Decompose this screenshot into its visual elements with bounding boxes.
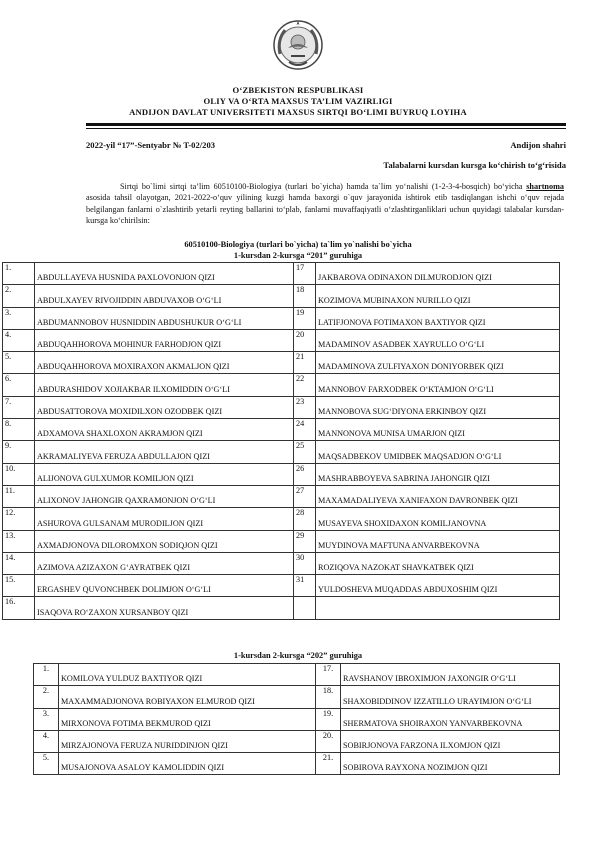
table-row — [34, 664, 560, 686]
body-underlined-word: shartnoma — [526, 182, 564, 191]
student-name: SHAXOBIDDINOV IZZATILLO URAYIMJON O‘G‘LI — [341, 686, 560, 708]
row-number: 14. — [3, 552, 35, 574]
group2-table — [33, 663, 560, 775]
order-body — [86, 181, 564, 226]
student-name: ABDUQAHHOROVA MOHINUR FARHODJON QIZI — [35, 329, 294, 351]
order-subject: Talabalarni kursdan kursga ko‘chirish to‘g‘risida — [383, 160, 566, 170]
row-number: 1. — [3, 263, 35, 285]
student-name: MIRXONOVA FOTIMA BEKMUROD QIZI — [59, 708, 316, 730]
row-number: 13. — [3, 530, 35, 552]
row-number — [294, 597, 316, 619]
table-row — [34, 753, 560, 775]
row-number: 3. — [3, 307, 35, 329]
program-title: 60510100-Biologiya (turlari bo`yicha) ta`lim yo`nalishi bo`yicha — [184, 240, 412, 249]
table-row — [3, 552, 560, 574]
student-name: KOMILOVA YULDUZ BAXTIYOR QIZI — [59, 664, 316, 686]
row-number: 1. — [34, 664, 59, 686]
table-row — [3, 597, 560, 619]
order-date-number: 2022-yil “17”-Sentyabr № T-02/203 — [86, 140, 216, 150]
student-name: AXMADJONOVA DILOROMXON SODIQJON QIZI — [35, 530, 294, 552]
row-number: 17 — [294, 263, 316, 285]
row-number: 19. — [316, 708, 341, 730]
order-city: Andijon shahri — [510, 140, 566, 150]
row-number: 26 — [294, 463, 316, 485]
student-name: ISAQOVA RO‘ZAXON XURSANBOY QIZI — [35, 597, 294, 619]
student-name: ABDULXAYEV RIVOJIDDIN ABDUVAXOB O‘G‘LI — [35, 285, 294, 307]
student-name: MADAMINOV ASADBEK XAYRULLO O‘G‘LI — [316, 329, 560, 351]
student-name: JAKBAROVA ODINAXON DILMURODJON QIZI — [316, 263, 560, 285]
student-name: MIRZAJONOVA FERUZA NURIDDINJON QIZI — [59, 730, 316, 752]
row-number: 4. — [3, 329, 35, 351]
student-name: AKRAMALIYEVA FERUZA ABDULLAJON QIZI — [35, 441, 294, 463]
student-name: SOBIRJONOVA FARZONA ILXOMJON QIZI — [341, 730, 560, 752]
student-name: ALIXONOV JAHONGIR QAXRAMONJON O‘G‘LI — [35, 485, 294, 507]
table-row — [3, 419, 560, 441]
row-number: 4. — [34, 730, 59, 752]
student-name: MANNOBOV FARXODBEK O‘KTAMJON O‘G‘LI — [316, 374, 560, 396]
row-number: 20. — [316, 730, 341, 752]
table-row — [3, 485, 560, 507]
table-row — [3, 352, 560, 374]
state-emblem-icon — [271, 18, 325, 72]
header-country: O‘ZBEKISTON RESPUBLIKASI — [232, 85, 364, 95]
table-row — [34, 686, 560, 708]
row-number: 2. — [3, 285, 35, 307]
row-number: 29 — [294, 530, 316, 552]
group1-title: 1-kursdan 2-kursga “201” guruhiga — [233, 251, 363, 260]
row-number: 28 — [294, 508, 316, 530]
header-divider-thin — [86, 128, 566, 129]
row-number: 9. — [3, 441, 35, 463]
row-number: 24 — [294, 419, 316, 441]
body-part2: asosida tahsil olayotgan, 2021-2022-o‘quv yilining kuzgi hamda baxorgi o`quv jarayonida ishtirok etib tasdiqlangan ishchi o‘quv rejada belgilangan fanlarni o`zlashtirib yetarli reyting ballarini to‘plab, fanlarni muvaffaqiyatli o‘zlashtirganliklari uchun quyidagi talabalar kursdan-kursga ko‘chirilsin: — [86, 193, 564, 225]
table-row — [3, 441, 560, 463]
table-row — [3, 530, 560, 552]
row-number: 30 — [294, 552, 316, 574]
row-number: 8. — [3, 419, 35, 441]
table-row — [3, 575, 560, 597]
row-number: 31 — [294, 575, 316, 597]
student-name: ADXAMOVA SHAXLOXON AKRAMJON QIZI — [35, 419, 294, 441]
student-name: KOZIMOVA MUBINAXON NURILLO QIZI — [316, 285, 560, 307]
row-number: 5. — [34, 753, 59, 775]
row-number: 11. — [3, 485, 35, 507]
student-name: ASHUROVA GULSANAM MURODILJON QIZI — [35, 508, 294, 530]
table-row — [3, 307, 560, 329]
group1-table — [2, 262, 560, 620]
table-row — [34, 730, 560, 752]
header-ministry: OLIY VA O‘RTA MAXSUS TA’LIM VAZIRLIGI — [203, 96, 393, 106]
student-name: SOBIROVA RAYXONA NOZIMJON QIZI — [341, 753, 560, 775]
row-number: 22 — [294, 374, 316, 396]
row-number: 18. — [316, 686, 341, 708]
row-number: 19 — [294, 307, 316, 329]
row-number: 2. — [34, 686, 59, 708]
row-number: 21 — [294, 352, 316, 374]
student-name: MASHRABBOYEVA SABRINA JAHONGIR QIZI — [316, 463, 560, 485]
row-number: 15. — [3, 575, 35, 597]
row-number: 12. — [3, 508, 35, 530]
student-name: MADAMINOVA ZULFIYAXON DONIYORBEK QIZI — [316, 352, 560, 374]
student-name: ABDULLAYEVA HUSNIDA PAXLOVONJON QIZI — [35, 263, 294, 285]
student-name: MUSAYEVA SHOXIDAXON KOMILJANOVNA — [316, 508, 560, 530]
row-number: 6. — [3, 374, 35, 396]
group2-title: 1-kursdan 2-kursga “202” guruhiga — [233, 651, 363, 660]
table-row — [3, 263, 560, 285]
student-name: ROZIQOVA NAZOKAT SHAVKATBEK QIZI — [316, 552, 560, 574]
student-name: MANNONOVA MUNISA UMARJON QIZI — [316, 419, 560, 441]
row-number: 3. — [34, 708, 59, 730]
table-row — [3, 374, 560, 396]
table-row — [3, 463, 560, 485]
body-part1: Sirtqi bo`limi sirtqi ta’lim 60510100-Biologiya (turlari bo`yicha) hamda ta`lim yo‘nalishi (1-2-3-4-bosqich) bo‘yicha — [120, 182, 527, 191]
student-name: ABDUSATTOROVA MOXIDILXON OZODBEK QIZI — [35, 396, 294, 418]
student-name: ALIJONOVA GULXUMOR KOMILJON QIZI — [35, 463, 294, 485]
row-number: 5. — [3, 352, 35, 374]
table-row — [34, 708, 560, 730]
student-name: MANNOBOVA SUG‘DIYONA ERKINBOY QIZI — [316, 396, 560, 418]
row-number: 25 — [294, 441, 316, 463]
student-name: ABDUQAHHOROVA MOXIRAXON AKMALJON QIZI — [35, 352, 294, 374]
student-name: MAQSADBEKOV UMIDBEK MAQSADJON O‘G‘LI — [316, 441, 560, 463]
table-row — [3, 396, 560, 418]
student-name: MAXAMADALIYEVA XANIFAXON DAVRONBEK QIZI — [316, 485, 560, 507]
student-name: AZIMOVA AZIZAXON G‘AYRATBEK QIZI — [35, 552, 294, 574]
student-name: MUSAJONOVA ASALOY KAMOLIDDIN QIZI — [59, 753, 316, 775]
student-name: SHERMATOVA SHOIRAXON YANVARBEKOVNA — [341, 708, 560, 730]
row-number: 17. — [316, 664, 341, 686]
student-name: ABDURASHIDOV XOJIAKBAR ILXOMIDDIN O‘G‘LI — [35, 374, 294, 396]
row-number: 16. — [3, 597, 35, 619]
student-name: ERGASHEV QUVONCHBEK DOLIMJON O‘G‘LI — [35, 575, 294, 597]
student-name: MUYDINOVA MAFTUNA ANVARBEKOVNA — [316, 530, 560, 552]
header-divider-thick — [86, 123, 566, 126]
table-row — [3, 508, 560, 530]
student-name: LATIFJONOVA FOTIMAXON BAXTIYOR QIZI — [316, 307, 560, 329]
row-number: 7. — [3, 396, 35, 418]
header-university: ANDIJON DAVLAT UNIVERSITETI MAXSUS SIRTQI BO‘LIMI BUYRUQ LOYIHA — [129, 107, 467, 117]
row-number: 18 — [294, 285, 316, 307]
student-name: MAXAMMADJONOVA ROBIYAXON ELMUROD QIZI — [59, 686, 316, 708]
row-number: 21. — [316, 753, 341, 775]
row-number: 20 — [294, 329, 316, 351]
student-name — [316, 597, 560, 619]
student-name: RAVSHANOV IBROXIMJON JAXONGIR O‘G‘LI — [341, 664, 560, 686]
row-number: 10. — [3, 463, 35, 485]
table-row — [3, 285, 560, 307]
table-row — [3, 329, 560, 351]
row-number: 23 — [294, 396, 316, 418]
row-number: 27 — [294, 485, 316, 507]
student-name: ABDUMANNOBOV HUSNIDDIN ABDUSHUKUR O‘G‘LI — [35, 307, 294, 329]
student-name: YULDOSHEVA MUQADDAS ABDUXOSHIM QIZI — [316, 575, 560, 597]
